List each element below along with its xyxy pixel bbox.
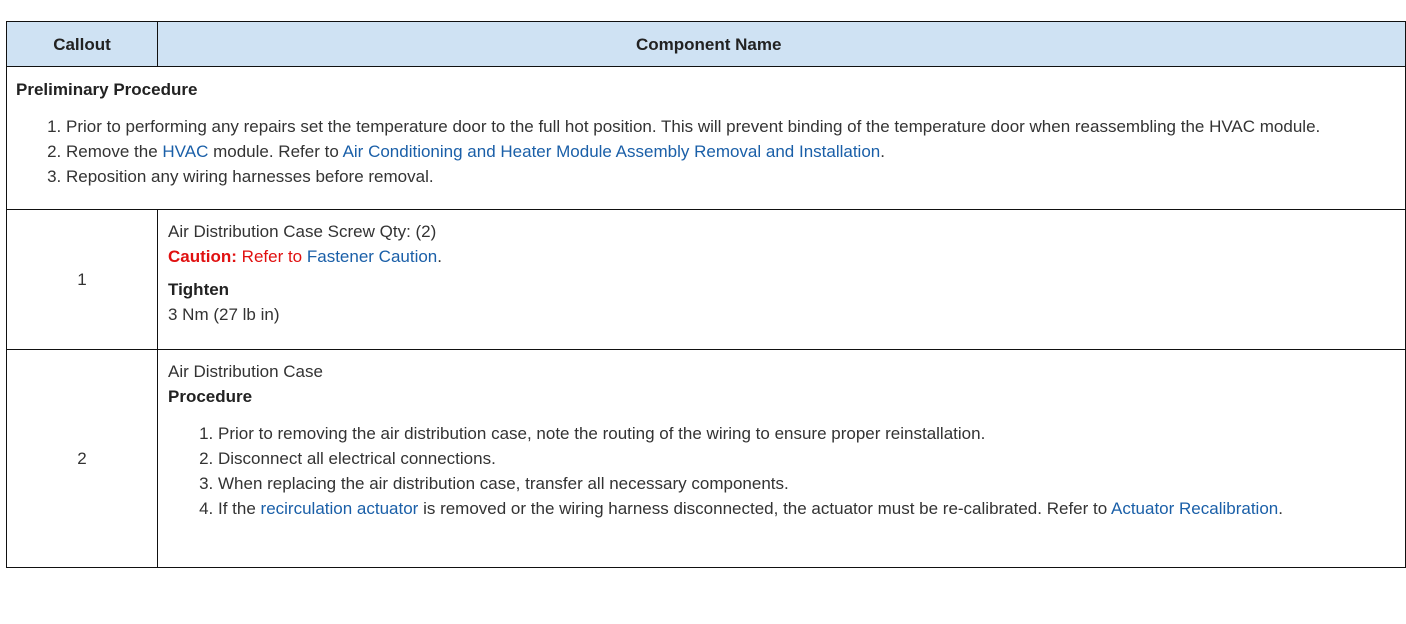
step-text: is removed or the wiring harness disconnected, the actuator must be re-calibrated. Refer to [418,499,1111,518]
tighten-value: 3 Nm (27 lb in) [168,305,280,324]
document-viewport [6,21,1321,601]
hvac-module-removal-link[interactable]: Air Conditioning and Heater Module Assembly Removal and Installation [342,142,881,161]
list-item [66,139,1396,164]
step-text: Prior to performing any repairs set the temperature door to the full hot position. This will prevent binding of the temperature door when reassembling the HVAC module. [66,117,1321,136]
callout-cell: 1 [7,210,158,350]
preliminary-steps [16,114,1396,189]
component-name: Air Distribution Case [168,362,323,381]
caution-note [168,244,1395,269]
component-name: Air Distribution Case Screw Qty: (2) [168,222,437,241]
component-cell [158,210,1406,350]
list-item [218,496,1395,521]
list-item [66,114,1396,139]
component-table [6,21,1406,568]
step-text: . [880,142,885,161]
step-text: module. Refer to [208,142,343,161]
component-name-header: Component Name [158,22,1406,67]
list-item [218,471,1395,496]
step-text: . [1278,499,1283,518]
step-text: Disconnect all electrical connections. [218,449,496,468]
table-row [7,210,1406,350]
callout-cell: 2 [7,350,158,568]
step-text: Reposition any wiring harnesses before removal. [66,167,434,186]
fastener-caution-link[interactable]: Fastener Caution [306,247,438,266]
hvac-link[interactable]: HVAC [162,142,209,161]
step-text: Prior to removing the air distribution case, note the routing of the wiring to ensure proper reinstallation. [218,424,986,443]
list-item [218,421,1395,446]
procedure-label: Procedure [168,387,253,406]
step-text: If the [218,499,261,518]
step-text: Remove the [66,142,163,161]
list-item [218,446,1395,471]
preliminary-cell [7,67,1406,210]
tighten-label: Tighten [168,280,230,299]
preliminary-title: Preliminary Procedure [16,80,198,99]
recirculation-actuator-link[interactable]: recirculation actuator [260,499,419,518]
callout-header: Callout [7,22,158,67]
actuator-recalibration-link[interactable]: Actuator Recalibration [1110,499,1279,518]
caution-end: . [437,247,442,266]
table-row [7,350,1406,568]
caution-label: Caution: [168,247,237,266]
preliminary-row [7,67,1406,210]
table-header-row [7,22,1406,67]
list-item [66,164,1396,189]
step-text: When replacing the air distribution case, transfer all necessary components. [218,474,789,493]
caution-text: Refer to [236,247,307,266]
component-cell [158,350,1406,568]
procedure-steps [168,421,1395,521]
